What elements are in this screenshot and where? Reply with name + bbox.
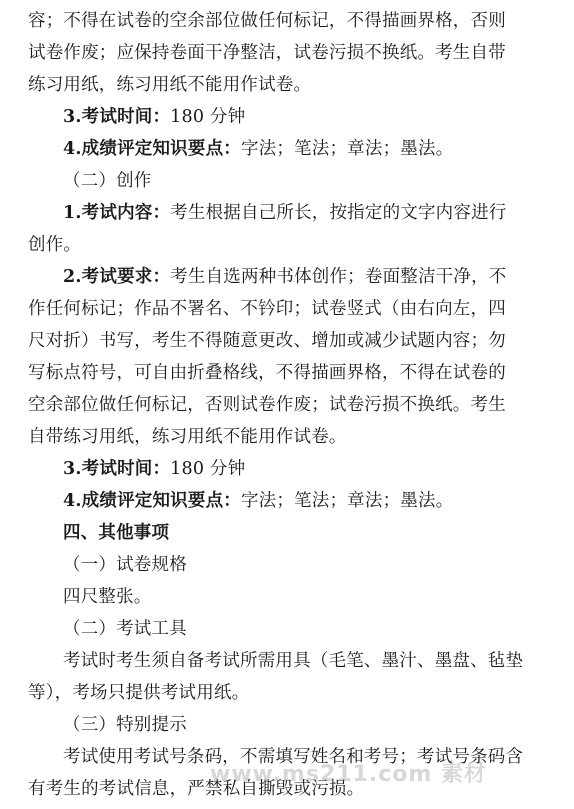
grading-points-line <box>63 486 556 516</box>
paragraph-line: 作任何标记；作品不署名、不钤印；试卷竖式（由右向左，四 <box>28 299 506 319</box>
item-label: 4.成绩评定知识要点： <box>63 491 241 511</box>
item-text: 180 分钟 <box>170 459 246 479</box>
exam-time-line <box>63 454 556 484</box>
item-text: 考生自选两种书体创作；卷面整洁干净，不 <box>170 267 507 287</box>
subsection-heading: （一）试卷规格 <box>63 555 187 575</box>
paragraph-line: 写标点符号，可自由折叠格线，不得描画界格，不得在试卷的 <box>28 363 506 383</box>
item-text: 字法；笔法；章法；墨法。 <box>240 491 454 511</box>
paragraph-line: 有考生的考试信息，严禁私自撕毁或污损。 <box>28 779 365 799</box>
subsection-heading: （三）特别提示 <box>63 715 187 735</box>
paragraph-line: 考试使用考试号条码，不需填写姓名和考号；考试号条码含 <box>63 747 524 767</box>
paragraph-line: 尺对折）书写，考生不得随意更改、增加或减少试题内容；勿 <box>28 331 506 351</box>
paragraph-line: 四尺整张。 <box>63 587 152 607</box>
paragraph-line: 容；不得在试卷的空余部位做任何标记，不得描画界格，否则 <box>28 11 506 31</box>
exam-time-line <box>63 102 556 132</box>
paragraph-line: 自带练习用纸，练习用纸不能用作试卷。 <box>28 427 347 447</box>
paragraph-line: 试卷作废；应保持卷面干净整洁，试卷污损不换纸。考生自带 <box>28 43 506 63</box>
paragraph-line: 考试时考生须自备考试所需用具（毛笔、墨汁、墨盘、毡垫 <box>63 651 524 671</box>
item-label: 2.考试要求： <box>63 267 171 287</box>
item-label: 3.考试时间： <box>63 459 171 479</box>
subsection-heading: （二）考试工具 <box>63 619 187 639</box>
item-label: 4.成绩评定知识要点： <box>63 139 241 159</box>
grading-points-line <box>63 134 556 164</box>
item-label: 1.考试内容： <box>63 203 171 223</box>
item-text: 考生根据自己所长，按指定的文字内容进行 <box>170 203 507 223</box>
watermark: www.ms211.com 素材 <box>210 762 487 787</box>
paragraph-line: 创作。 <box>28 235 82 255</box>
item-text: 180 分钟 <box>170 107 246 127</box>
item-text: 字法；笔法；章法；墨法。 <box>240 139 454 159</box>
paragraph-line: 等），考场只提供考试用纸。 <box>28 683 250 703</box>
paragraph-line: 空余部位做任何标记，否则试卷作废；试卷污损不换纸。考生 <box>28 395 506 415</box>
exam-requirements-line <box>63 262 556 292</box>
exam-content-line <box>63 198 556 228</box>
paragraph-line: 练习用纸，练习用纸不能用作试卷。 <box>28 75 312 95</box>
section-heading: 四、其他事项 <box>63 523 170 543</box>
subsection-heading: （二）创作 <box>63 171 152 191</box>
item-label: 3.考试时间： <box>63 107 171 127</box>
